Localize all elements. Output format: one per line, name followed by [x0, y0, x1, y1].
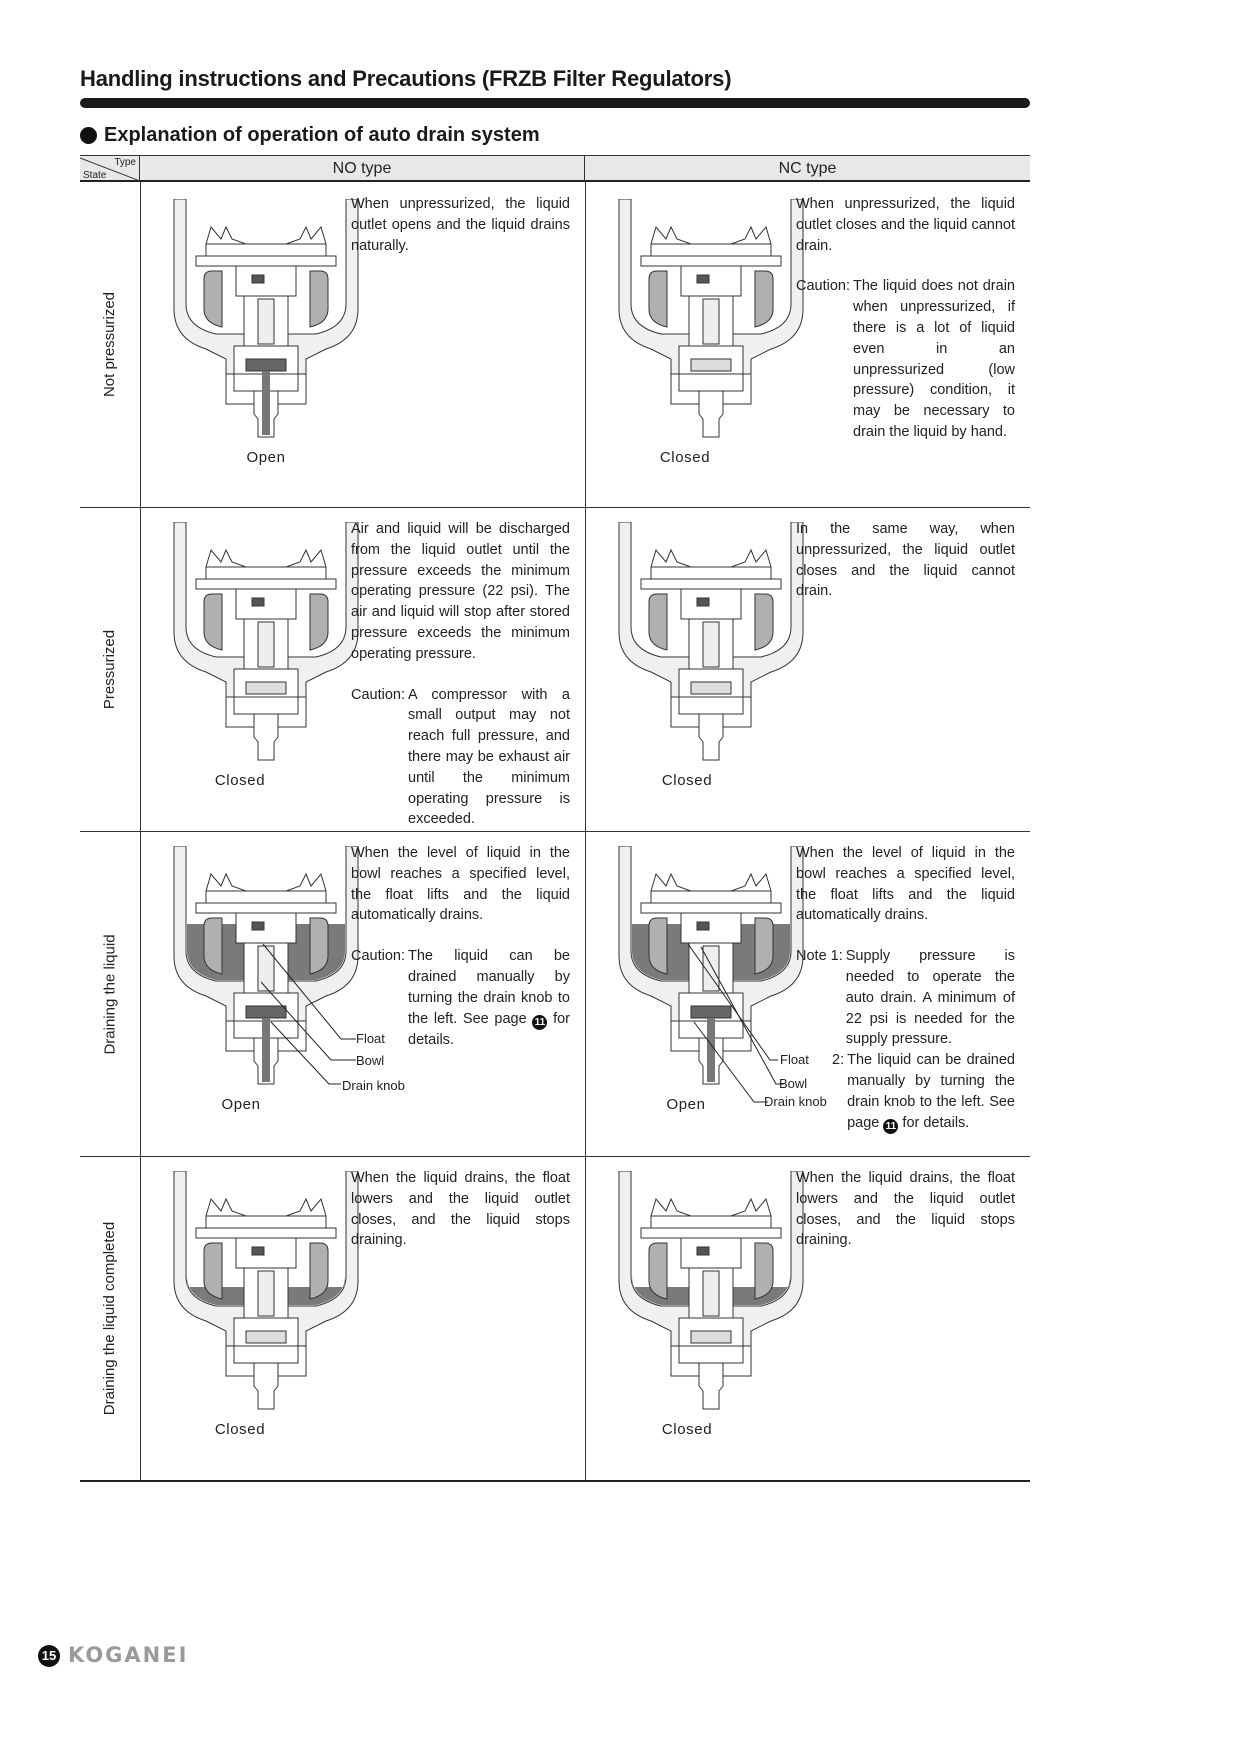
deflector-plate: [651, 244, 771, 256]
cell-no-draining: [141, 832, 585, 1156]
deflector-plate: [206, 244, 326, 256]
drain-outlet: [699, 1363, 723, 1409]
float-right: [755, 1243, 773, 1299]
callout-bowl: Bowl: [779, 1076, 808, 1091]
filter-diagram: [166, 1171, 366, 1431]
cell-no-pressurized: [141, 508, 585, 831]
drain-valve: [691, 1331, 731, 1343]
callout-bowl: Bowl: [356, 1053, 385, 1068]
header-corner-cell: [80, 156, 140, 181]
cell-nc-not-pressurized: [586, 183, 1030, 507]
cell-nc-draining: [586, 832, 1030, 1156]
callout-float: Float: [356, 1031, 385, 1046]
note-2: [796, 1050, 1015, 1133]
valve-housing: [236, 913, 296, 943]
state-label-draining-completed: Draining the liquid completed: [101, 1221, 119, 1416]
caution-note: [351, 946, 570, 1050]
baffle: [196, 1228, 336, 1238]
float-left: [649, 918, 667, 974]
cell-nc-draining-completed: [586, 1157, 1030, 1480]
float-right: [755, 271, 773, 327]
valve-state-caption: Closed: [661, 772, 713, 789]
valve-state-caption: Open: [221, 1096, 261, 1113]
caution-label: Caution:: [351, 948, 406, 965]
valve-stem: [258, 1271, 274, 1316]
callout-drain-knob: Drain knob: [764, 1094, 827, 1109]
valve-pilot: [697, 1247, 709, 1255]
float-left: [649, 1243, 667, 1299]
deflector-plate: [651, 891, 771, 903]
valve-pilot: [697, 922, 709, 930]
page-number-badge: 15: [38, 1645, 60, 1667]
baffle: [196, 579, 336, 589]
column-header-no-type: NO type: [140, 156, 585, 181]
baffle: [196, 903, 336, 913]
deflector-plate: [206, 1216, 326, 1228]
note-1: [796, 946, 1015, 1050]
filter-diagram: [166, 522, 366, 782]
deflector-fins: [206, 874, 326, 891]
baffle: [196, 256, 336, 266]
drain-outlet: [699, 391, 723, 437]
caution-label: Caution:: [351, 686, 406, 703]
filter-diagram: [611, 522, 811, 782]
caution-text: The liquid does not drain when unpressurized, if there is a lot of liquid even in an unpressurized (low pressure) condition, it may be necessary to drain the liquid by hand.: [853, 278, 1015, 440]
cell-no-not-pressurized: [141, 183, 585, 507]
float-right: [310, 594, 328, 650]
section-title: Explanation of operation of auto drain system: [104, 124, 540, 146]
callout-float: Float: [780, 1052, 809, 1067]
float-left: [204, 271, 222, 327]
baffle: [641, 579, 781, 589]
valve-pilot: [697, 275, 709, 283]
description-text: In the same way, when unpressurized, the liquid outlet closes and the liquid cannot drain.: [796, 521, 1015, 600]
deflector-fins: [206, 227, 326, 244]
drain-outlet: [254, 714, 278, 760]
drain-valve: [691, 359, 731, 371]
corner-type-label: Type: [114, 157, 136, 168]
baffle: [641, 903, 781, 913]
valve-housing: [681, 589, 741, 619]
caution-text: A compressor with a small output may not reach full pressure, and there may be exhaust air until the minimum operating pressure is exceeded.: [408, 686, 570, 828]
baffle: [641, 1228, 781, 1238]
drain-outlet: [699, 714, 723, 760]
valve-state-caption: Closed: [214, 1421, 266, 1438]
float-left: [649, 594, 667, 650]
filter-diagram: [166, 199, 366, 459]
valve-pilot: [252, 922, 264, 930]
float-left: [204, 594, 222, 650]
valve-stem: [703, 622, 719, 667]
cell-no-draining-completed: [141, 1157, 585, 1480]
state-label-pressurized: Pressurized: [101, 629, 119, 710]
title-underline-bar: [80, 98, 1030, 108]
page-title: Handling instructions and Precautions (FRZB Filter Regulators): [80, 66, 732, 91]
section-heading: [80, 124, 540, 147]
valve-housing: [681, 1238, 741, 1268]
valve-housing: [236, 266, 296, 296]
state-label-draining: Draining the liquid: [101, 933, 119, 1055]
float-left: [204, 918, 222, 974]
description-text: When the level of liquid in the bowl reaches a specified level, the float lifts and the liquid automatically drains. Caution: The liquid can be drained manually by turning the drain knob to the left. See page 11 for details.: [351, 843, 570, 1050]
note-1-label: Note 1:: [796, 948, 843, 965]
deflector-plate: [206, 891, 326, 903]
valve-stem: [703, 299, 719, 344]
valve-stem: [258, 299, 274, 344]
valve-state-caption: Closed: [661, 1421, 713, 1438]
valve-state-caption: Open: [666, 1096, 706, 1113]
description-text: When unpressurized, the liquid outlet closes and the liquid cannot drain. Caution: The liquid does not drain when unpressurized, if there is a lot of liquid even in an unpressurized (low pressure) condition, it may be necessary to drain the liquid by hand.: [796, 194, 1015, 443]
deflector-plate: [651, 567, 771, 579]
drain-valve: [246, 682, 286, 694]
deflector-plate: [206, 567, 326, 579]
state-label-not-pressurized: Not pressurized: [101, 291, 119, 398]
filter-diagram: [611, 1171, 811, 1431]
deflector-plate: [651, 1216, 771, 1228]
valve-state-caption: Open: [246, 449, 286, 466]
deflector-fins: [651, 550, 771, 567]
float-right: [755, 594, 773, 650]
table-header: [80, 155, 1030, 182]
note-2-text: The liquid can be drained manually by turning the drain knob to the left. See page 11 for details.: [847, 1052, 1015, 1132]
caution-label: Caution:: [796, 278, 851, 295]
valve-pilot: [252, 275, 264, 283]
float-left: [204, 1243, 222, 1299]
valve-state-caption: Closed: [659, 449, 711, 466]
bullet-icon: [80, 127, 97, 144]
page-reference-badge[interactable]: 11: [883, 1119, 898, 1134]
valve-housing: [681, 913, 741, 943]
description-text: When the liquid drains, the float lowers and the liquid outlet closes, and the liquid stops draining.: [796, 1170, 1015, 1249]
float-right: [310, 1243, 328, 1299]
note-1-text: Supply pressure is needed to operate the auto drain. A minimum of 22 psi is needed for the supply pressure.: [845, 948, 1015, 1048]
float-right: [310, 271, 328, 327]
page-reference-badge[interactable]: 11: [532, 1015, 547, 1030]
deflector-fins: [651, 874, 771, 891]
drain-valve: [246, 1331, 286, 1343]
drain-valve: [691, 682, 731, 694]
callout-drain-knob: Drain knob: [342, 1078, 405, 1093]
table-bottom-rule: [80, 1480, 1030, 1482]
column-header-nc-type: NC type: [778, 160, 837, 177]
corner-state-label: State: [83, 170, 107, 181]
drain-valve: [246, 359, 286, 371]
deflector-fins: [651, 227, 771, 244]
caution-text: The liquid can be drained manually by turning the drain knob to the left. See page 11 for details.: [408, 948, 571, 1048]
drain-passage-open: [262, 371, 270, 435]
drain-outlet: [254, 1363, 278, 1409]
description-text: Air and liquid will be discharged from the liquid outlet until the pressure exceeds the minimum operating pressure (22 psi). The air and liquid will stop after stored pressure exceeds the minimum operating pressure. Caution: A compressor with a small output may not reach full pressure, and there may be exhaust air until the minimum operating pressure is exceeded.: [351, 519, 570, 830]
caution-note: [796, 276, 1015, 442]
baffle: [641, 256, 781, 266]
description-text: When the level of liquid in the bowl reaches a specified level, the float lifts and the liquid automatically drains. Note 1: Supply pressure is needed to operate the auto drain. A minimum of 22 psi is needed for the supply pressure. 2: The liquid can be drained manually by turning the drain knob to the left. See page 11 for details.: [796, 845, 1015, 1132]
valve-stem: [258, 622, 274, 667]
deflector-fins: [651, 1199, 771, 1216]
auto-drain-table: [80, 155, 1030, 1482]
valve-housing: [236, 589, 296, 619]
valve-pilot: [697, 598, 709, 606]
description-text: When the liquid drains, the float lowers and the liquid outlet closes, and the liquid stops draining.: [351, 1170, 570, 1249]
filter-diagram: [611, 199, 811, 459]
valve-state-caption: Closed: [214, 772, 266, 789]
valve-housing: [236, 1238, 296, 1268]
cell-nc-pressurized: [586, 508, 1030, 831]
valve-housing: [681, 266, 741, 296]
deflector-fins: [206, 1199, 326, 1216]
float-left: [649, 271, 667, 327]
description-text: When unpressurized, the liquid outlet opens and the liquid drains naturally.: [351, 196, 570, 254]
deflector-fins: [206, 550, 326, 567]
caution-note: [351, 685, 570, 831]
valve-stem: [703, 1271, 719, 1316]
valve-pilot: [252, 598, 264, 606]
valve-pilot: [252, 1247, 264, 1255]
koganei-logo: KOGANEI: [68, 1643, 189, 1667]
note-2-label: 2:: [832, 1052, 845, 1069]
